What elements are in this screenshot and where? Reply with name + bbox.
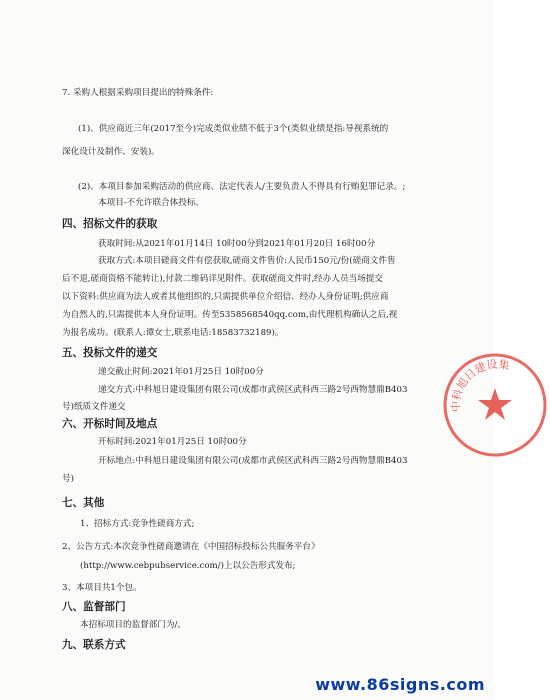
supervision-text: 本招标项目的监督部门为/。 [80, 620, 187, 630]
special-conditions-heading: 7. 采购人根据采购项目提出的特殊条件: [62, 88, 214, 98]
opening-place-line-2: 号) [62, 474, 74, 484]
condition-1-line-2: 深化设计及制作、安装)。 [62, 147, 160, 157]
section-7-heading: 七、其他 [62, 497, 105, 509]
opening-time: 开标时间:2021年01月25日 10时00分 [98, 437, 247, 447]
section-9-heading: 九、联系方式 [62, 639, 126, 651]
submit-method-line-1: 递交方式:中科旭日建设集团有限公司(成都市武侯区武科西三路2号西物慧鼎B403 [98, 385, 408, 395]
obtain-method-line-3: 以下资料:供应商为法人或者其他组织的,只需提供单位介绍信、经办人身份证明;供应商 [62, 292, 389, 302]
obtain-method-line-2: 后不退,磋商资格不能转让),付款二维码详见附件。获取磋商文件时,经办人员当场提交 [62, 274, 383, 284]
company-seal [440, 350, 550, 460]
other-item-1: 1、招标方式:竞争性磋商方式; [80, 519, 195, 529]
other-item-3: 3、本项目共1个包。 [62, 583, 142, 593]
condition-2-line-1: (2)、本项目参加采购活动的供应商、法定代表人/主要负责人不得具有行贿犯罪记录。; [78, 182, 406, 192]
submit-deadline: 递交截止时间:2021年01月25日 10时00分 [98, 367, 264, 377]
condition-2-line-2: 本项目-不允许联合体投标。 [98, 198, 205, 208]
section-6-heading: 六、开标时间及地点 [62, 418, 158, 430]
svg-text:中科旭日建设集: 中科旭日建设集 [449, 357, 511, 413]
other-item-2-line-1: 2、公告方式:本次竞争性磋商邀请在《中国招标投标公共服务平台》 [62, 542, 320, 552]
opening-place-line-1: 开标地点:中科旭日建设集团有限公司(成都市武侯区武科西三路2号西物慧鼎B403 [98, 456, 408, 466]
other-item-2-line-2: (http://www.cebpubservice.com/)上以公告形式发布; [80, 561, 296, 571]
site-watermark: www.86signs.com [315, 675, 485, 694]
condition-1-line-1: (1)、供应商近三年(2017至今)完成类似业绩不低于3个(类似业绩是指:导视系统的 [78, 124, 389, 134]
obtain-method-line-1: 获取方式:本项目磋商文件有偿获取,磋商文件售价:人民币150元/份(磋商文件售 [98, 256, 396, 266]
submit-method-line-2: 号)纸质文件递交 [62, 402, 126, 412]
obtain-time: 获取时间:从2021年01月14日 10时00分到2021年01月20日 16时00分 [98, 239, 376, 249]
section-5-heading: 五、投标文件的递交 [62, 347, 158, 359]
section-4-heading: 四、招标文件的获取 [62, 218, 158, 230]
obtain-method-line-4: 为自然人的,只需提供本人身份证明。传至5358568540qq.com,由代理机构确认之后,视 [62, 310, 398, 320]
section-8-heading: 八、监督部门 [62, 601, 126, 613]
obtain-method-line-5: 为报名成功。(联系人:谭女士,联系电话:18583732189)。 [62, 328, 284, 338]
